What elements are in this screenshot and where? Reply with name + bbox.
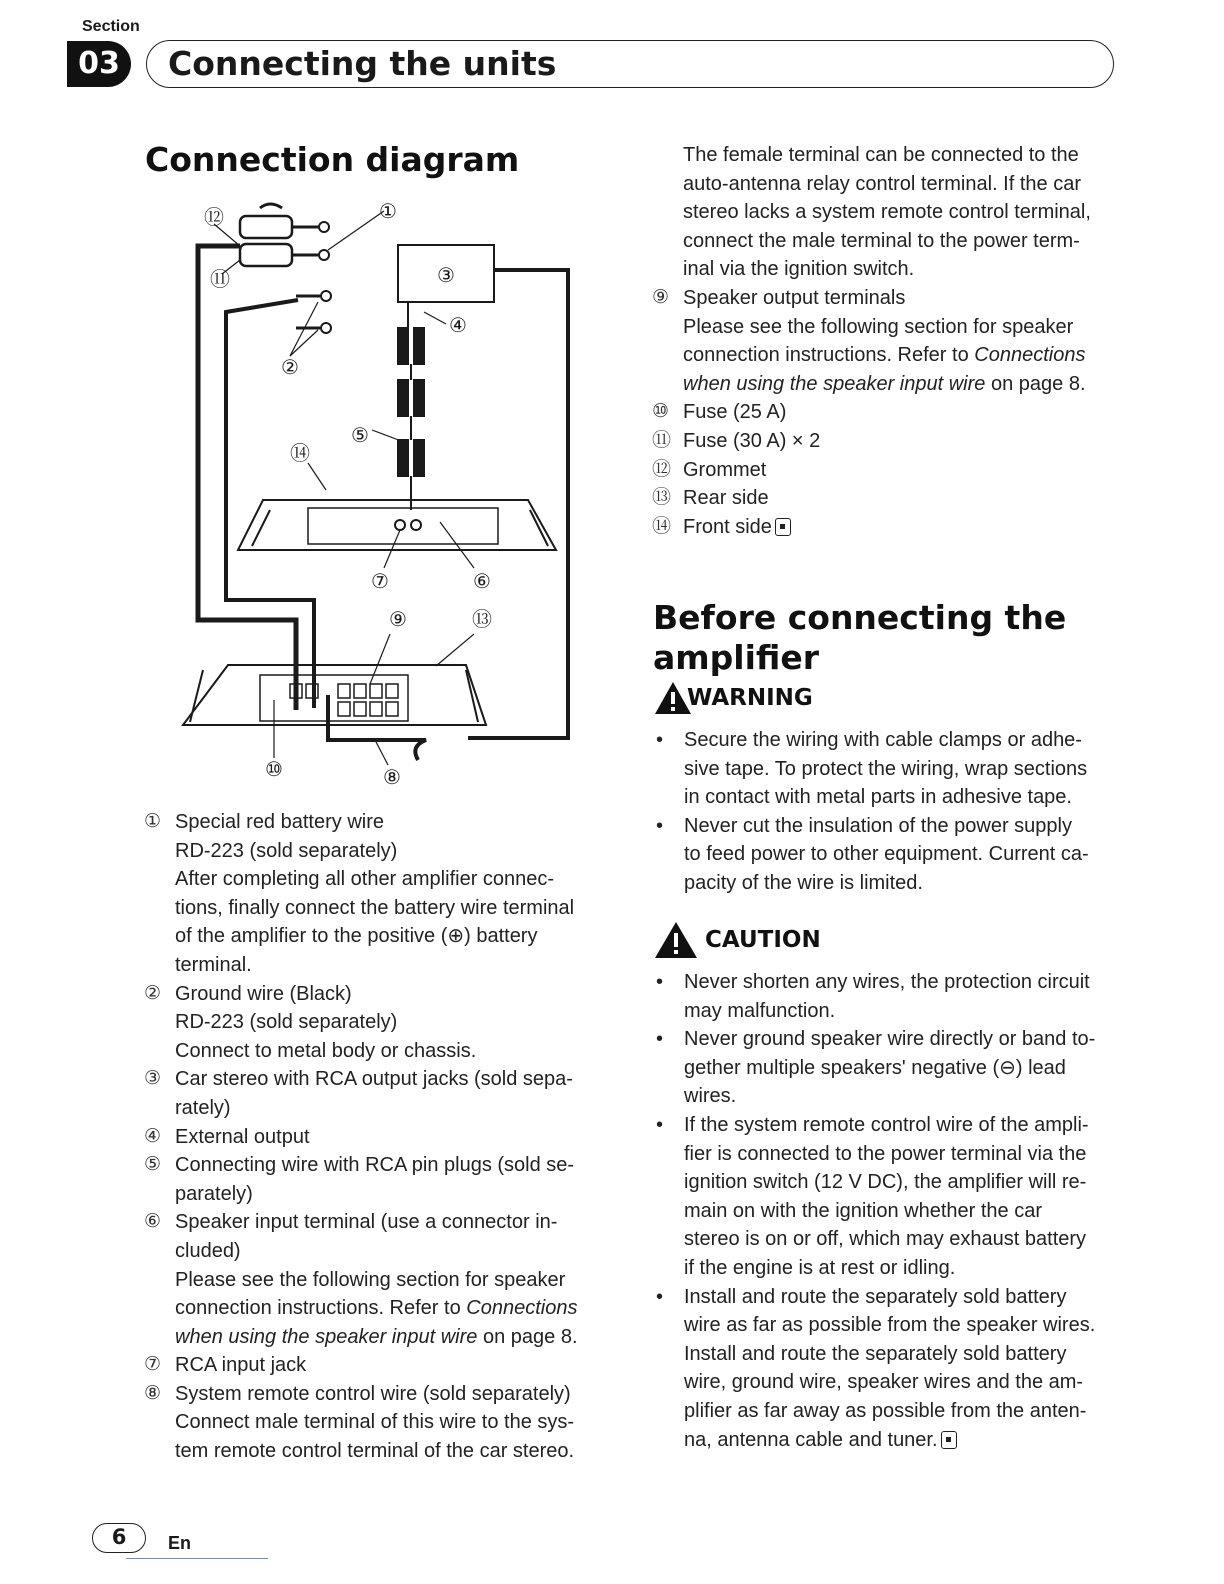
section-number-badge: 03	[67, 41, 131, 87]
callout-1: ①	[379, 199, 397, 223]
warning-item: • Never cut the insulation of the power supply to feed power to other equipment. Current ca- pacity of the wire is limited.	[653, 812, 1123, 898]
warning-heading	[653, 680, 813, 716]
callout-10: ⑩	[265, 757, 283, 781]
ring-terminal-2	[319, 250, 329, 260]
caution-label: CAUTION	[705, 927, 821, 953]
legend-item-5: ⑤ Connecting wire with RCA pin plugs (sold se- parately)	[144, 1154, 575, 1205]
legend-item-1: ① Special red battery wire RD-223 (sold separately) After completing all other amplifier connec- tions, finally connect the battery wire terminal of the amplifier to the positive (⊕) battery terminal.	[144, 811, 575, 976]
ground-wire	[226, 300, 314, 708]
remote-wire-bottom	[328, 695, 426, 760]
legend-item-13: ⑬ Rear side	[652, 487, 769, 510]
callout-8: ⑧	[383, 765, 401, 789]
battery-wire	[198, 246, 296, 710]
legend-item-6: ⑥ Speaker input terminal (use a connector in- cluded) Please see the following section for speaker connection instructions. Refer to Connections when using the speaker input wire on page 8.	[144, 1211, 578, 1348]
legend-item-3: ③ Car stereo with RCA output jacks (sold sepa- rately)	[144, 1068, 573, 1119]
remote-wire-right	[468, 270, 568, 738]
callout-11: ⑪	[210, 267, 230, 291]
legend-item-14: ⑭ Front side	[652, 513, 1124, 542]
warning-list	[653, 726, 1123, 898]
callout-13: ⑬	[472, 607, 492, 631]
legend-item-4: ④ External output	[144, 1125, 310, 1148]
legend-item-9: ⑨ Speaker output terminals Please see the following section for speaker connection instructions. Refer to Connections when using the speaker input wire on page 8.	[652, 286, 1086, 395]
legend-item-12: ⑫ Grommet	[652, 458, 767, 481]
warning-label: WARNING	[687, 685, 813, 711]
caution-item: • Never ground speaker wire directly or band to- gether multiple speakers' negative (⊖) lead wires.	[653, 1025, 1123, 1111]
diagram-legend-right	[652, 141, 1124, 541]
fuse-holder-top	[240, 216, 292, 238]
callout-12: ⑫	[204, 205, 224, 229]
callout-6: ⑥	[473, 569, 491, 593]
caution-item: • Install and route the separately sold battery wire as far as possible from the speaker wires. Install and route the separately sold battery wire, ground wire, speaker wires and the am- plifier as far away as possible from the anten- na, antenna cable and tuner.	[653, 1283, 1123, 1455]
legend-item-10: ⑩ Fuse (25 A)	[652, 401, 787, 424]
legend-item-2: ② Ground wire (Black) RD-223 (sold separately) Connect to metal body or chassis.	[144, 982, 477, 1062]
warning-item: • Secure the wiring with cable clamps or adhe- sive tape. To protect the wiring, wrap sections in contact with metal parts in adhesive tape.	[653, 726, 1123, 812]
page-number: 6	[92, 1523, 146, 1553]
before-connecting-heading: Before connecting the amplifier	[653, 598, 1067, 677]
legend-item-8: ⑧ System remote control wire (sold separately) Connect male terminal of this wire to the sys- tem remote control terminal of the car stereo.	[144, 1382, 575, 1463]
legend-item-7: ⑦ RCA input jack	[144, 1354, 307, 1377]
page-title: Connecting the units	[168, 44, 557, 83]
section-label: Section	[82, 18, 140, 35]
legend-item-11: ⑪ Fuse (30 A) × 2	[652, 429, 821, 452]
footer-rule	[126, 1558, 268, 1559]
end-mark-icon	[941, 1431, 957, 1449]
callout-3: ③	[437, 263, 455, 287]
caution-item: • Never shorten any wires, the protection circuit may malfunction.	[653, 968, 1123, 1025]
caution-heading	[653, 920, 821, 960]
callout-14: ⑭	[290, 441, 310, 465]
diagram-legend-left	[144, 808, 606, 1466]
connection-diagram-heading: Connection diagram	[145, 140, 520, 179]
callout-4: ④	[449, 313, 467, 337]
caution-item: • If the system remote control wire of the ampli- fier is connected to the power terminal via the ignition switch (12 V DC), the amplifier will re- main on with the ignition whether the car stereo is on or off, which may exhaust battery if the engine is at rest or idling.	[653, 1111, 1123, 1283]
end-mark-icon	[775, 518, 791, 536]
ring-terminal-1	[319, 222, 329, 232]
language-code: En	[168, 1533, 192, 1553]
caution-list	[653, 968, 1123, 1454]
connection-diagram-figure	[178, 190, 618, 790]
callout-9: ⑨	[389, 607, 407, 631]
callout-2: ②	[281, 355, 299, 379]
caution-triangle-icon	[653, 920, 699, 960]
legend-item-8-continued: The female terminal can be connected to the auto-antenna relay control terminal. If the car stereo lacks a system remote control terminal, connect the male terminal to the power term- inal via the ignition switch.	[683, 144, 1091, 281]
callout-5: ⑤	[351, 423, 369, 447]
callout-7: ⑦	[371, 569, 389, 593]
fuse-holder-bottom	[240, 244, 292, 266]
